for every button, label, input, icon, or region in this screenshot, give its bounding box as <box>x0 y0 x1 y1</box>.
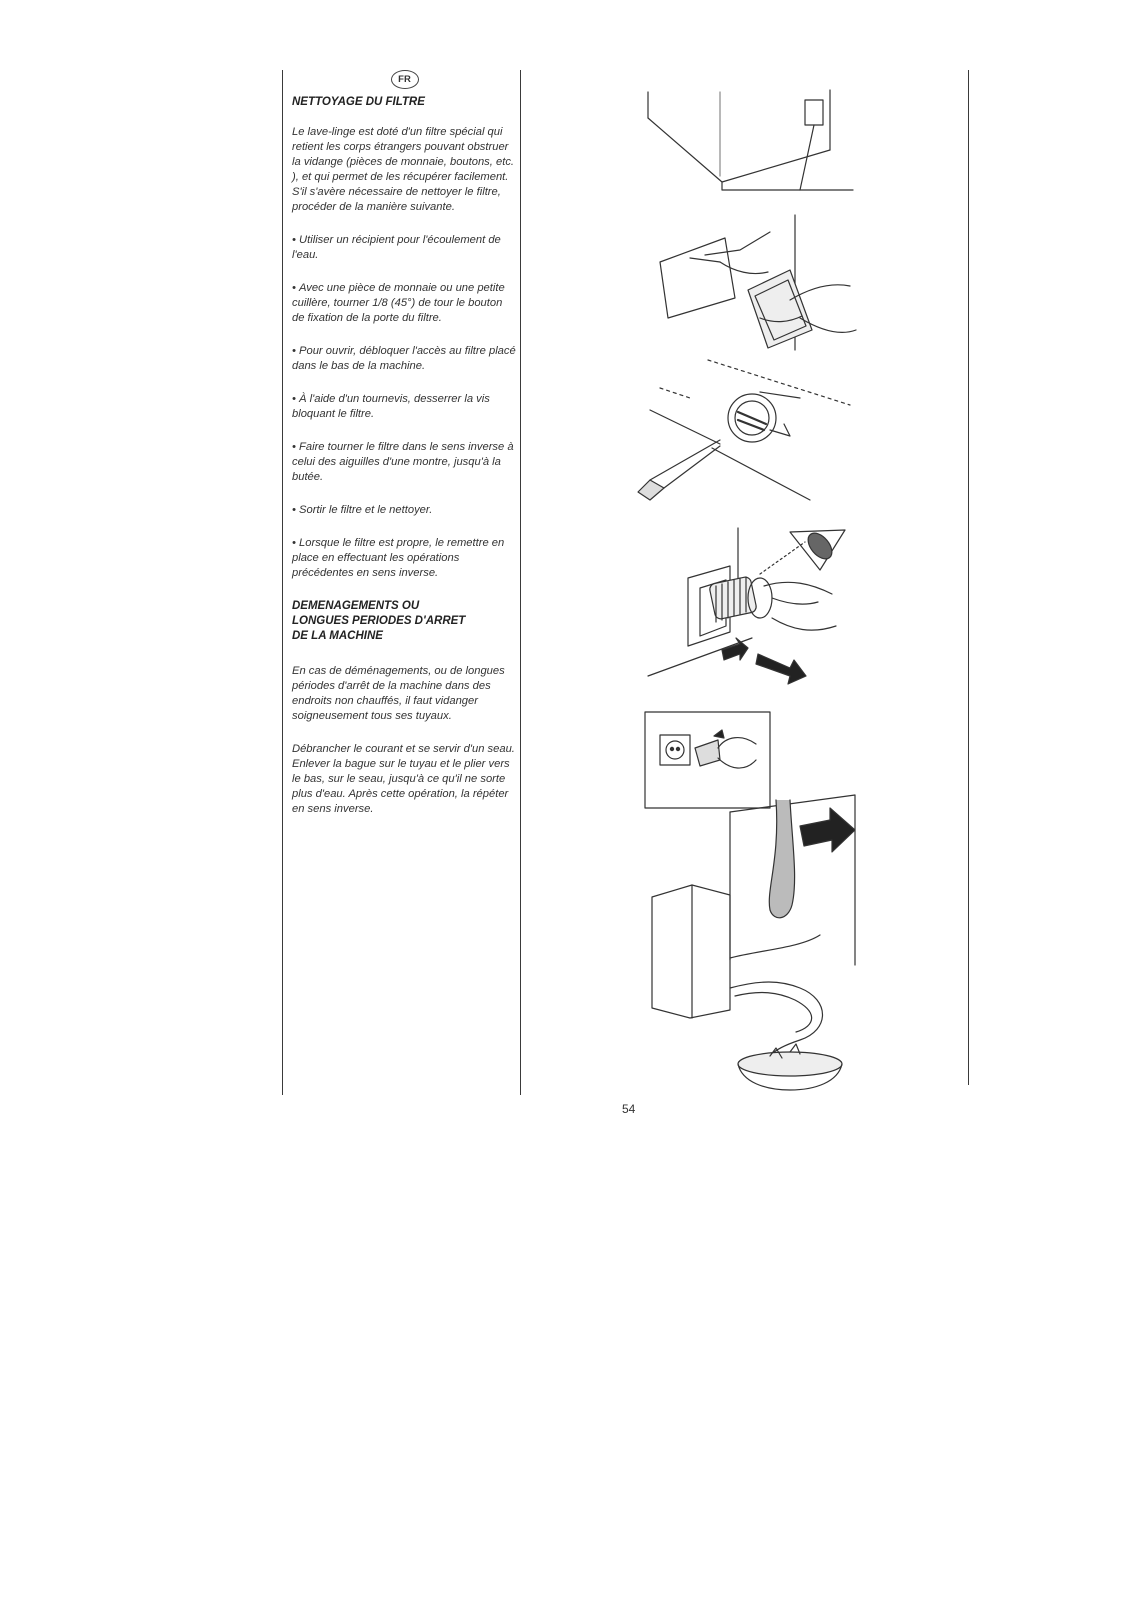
step-7: • Lorsque le filtre est propre, le remettre en place en effectuant les opérations précédentes en sens inverse. <box>292 536 517 581</box>
step-6: • Sortir le filtre et le nettoyer. <box>292 503 517 518</box>
section-title-line-2: LONGUES PERIODES D'ARRET <box>292 615 466 627</box>
section-title-line-3: DE LA MACHINE <box>292 630 383 642</box>
washing-machine-corner-icon <box>648 90 853 190</box>
hand-opening-filter-door-icon <box>660 215 856 405</box>
intro-paragraph: Le lave-linge est doté d'un filtre spécial qui retient les corps étrangers pouvant obstruer la vidange (pièces de monnaie, boutons, etc. ), et qui permet de les récupérer facilement. S'il s'avère nécessaire de nettoyer le filtre, procéder de la manière suivante. <box>292 126 515 213</box>
step-2: • Avec une pièce de monnaie ou une petite cuillère, tourner 1/8 (45°) de tour le bouton de fixation de la porte du filtre. <box>292 281 517 326</box>
moving-paragraph-2: Débrancher le courant et se servir d'un seau. Enlever la bague sur le tuyau et le plier vers le bas, sur le seau, jusqu'à ce qu'il ne sorte plus d'eau. Après cette opération, la répéter en sens inverse. <box>292 743 515 815</box>
step-5: • Faire tourner le filtre dans le sens inverse à celui des aiguilles d'une montre, jusqu'à la butée. <box>292 440 517 485</box>
section-title-filter-cleaning: NETTOYAGE DU FILTRE <box>292 96 425 108</box>
step-4: • À l'aide d'un tournevis, desserrer la vis bloquant le filtre. <box>292 392 517 422</box>
screwdriver-filter-knob-icon <box>638 388 810 500</box>
page-number: 54 <box>622 1102 636 1116</box>
moving-paragraph-1: En cas de déménagements, ou de longues périodes d'arrêt de la machine dans des endroits non chauffés, il faut vidanger soigneusement tous ses tuyaux. <box>292 665 505 722</box>
language-badge: FR <box>391 70 419 89</box>
section-title-line-1: DEMENAGEMENTS OU <box>292 600 420 612</box>
filter-removal-arrows-icon <box>648 528 845 684</box>
step-1: • Utiliser un récipient pour l'écoulement de l'eau. <box>292 233 517 263</box>
unplug-and-drain-hose-bucket-icon <box>645 712 855 1090</box>
step-3: • Pour ouvrir, débloquer l'accès au filtre placé dans le bas de la machine. <box>292 344 517 374</box>
